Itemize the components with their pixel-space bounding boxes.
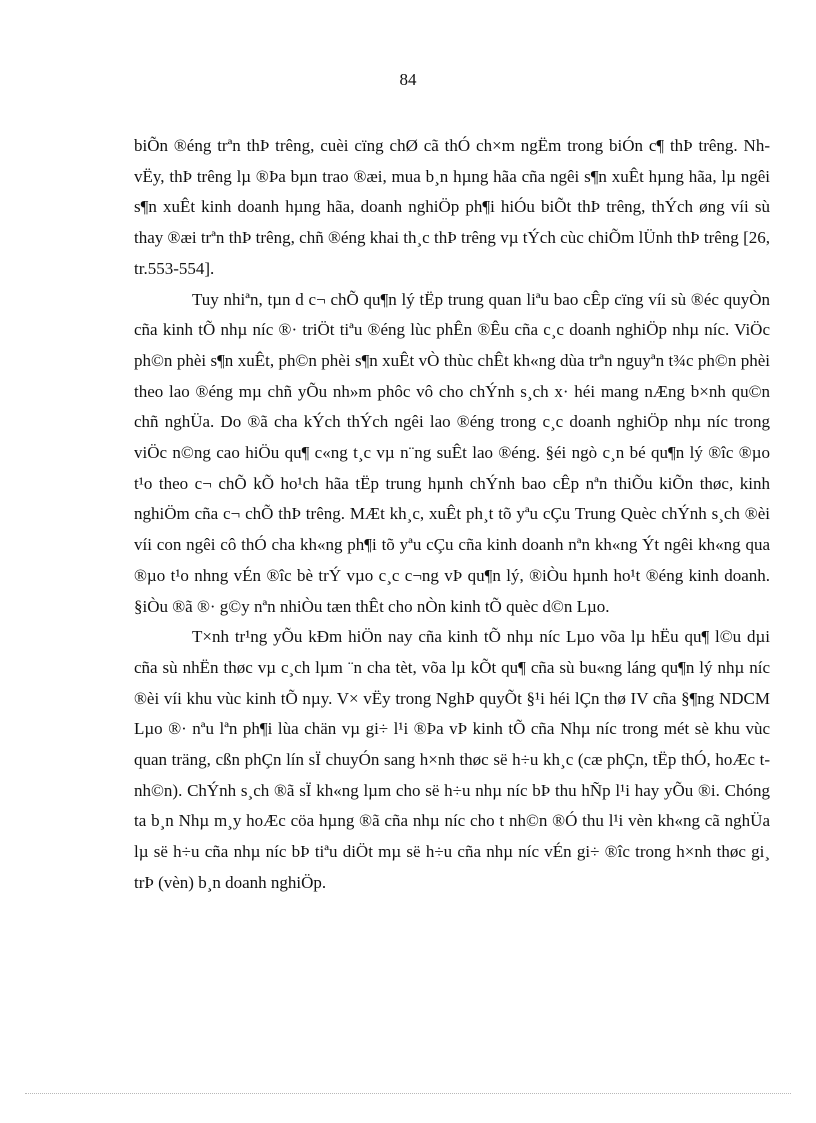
paragraph: biÕn ®éng trªn thÞ trêng, cuèi cïng chØ cã thÓ ch×m ngËm trong biÓn c¶ thÞ trêng. Nh vËy, thÞ trêng lµ ®Þa bµn trao ®æi, mua b¸n hµng hãa cña ngêi s¶n xuÊt hµng hãa, lµ ngêi s¶n xuÊt kinh doanh hµng hãa, doanh nghiÖp ph¶i hiÓu biÕt thÞ trêng, thÝch øng víi sù thay ®æi trªn thÞ trêng, chñ ®éng khai th¸c thÞ trêng vµ tÝch cùc chiÕm lÜnh thÞ trêng [26, tr.553-554].: [134, 136, 770, 278]
page-number: 84: [399, 70, 417, 89]
paragraph: Tuy nhiªn, tµn d c¬ chÕ qu¶n lý tËp trung quan liªu bao cÊp cïng víi sù ®éc quyÒn cña kinh tÕ nhµ níc ®· triÖt tiªu ®éng lùc phÊn ®Êu cña c¸c doanh nghiÖp nhµ níc. ViÖc ph©n phèi s¶n xuÊt, ph©n phèi s¶n xuÊt vÒ thùc chÊt kh«ng dùa trªn nguyªn t¾c ph©n phèi theo lao ®éng mµ chñ yÕu nh»m phôc vô cho chÝnh s¸ch x· héi mang nÆng b×nh qu©n chñ nghÜa. Do ®ã cha kÝch thÝch ngêi lao ®éng trong c¸c doanh nghiÖp nhµ níc trong viÖc n©ng cao hiÖu qu¶ c«ng t¸c vµ n¨ng suÊt lao ®éng. §éi ngò c¸n bé qu¶n lý ®îc ®µo t¹o theo c¬ chÕ kÕ ho¹ch hãa tËp trung hµnh chÝnh bao cÊp nªn thiÕu kiÕn thøc, kinh nghiÖm cña c¬ chÕ thÞ trêng. MÆt kh¸c, xuÊt ph¸t tõ yªu cÇu Trung Quèc chÝnh s¸ch ®èi víi con ngêi cô thÓ cha kh«ng ph¶i tõ yªu cÇu cña kinh doanh nªn kh«ng Ýt ngêi kh«ng qua ®µo t¹o nhng vÉn ®îc bè trÝ vµo c¸c c¬ng vÞ qu¶n lý, ®iÒu hµnh ho¹t ®éng kinh doanh. §iÒu ®ã ®· g©y nªn nhiÒu tæn thÊt cho nÒn kinh tÕ quèc d©n Lµo.: [134, 289, 770, 616]
paragraph: T×nh tr¹ng yÕu kÐm hiÖn nay cña kinh tÕ nhµ níc Lµo võa lµ hËu qu¶ l©u dµi cña sù nhËn thøc vµ c¸ch lµm ¨n cha tèt, võa lµ kÕt qu¶ cña sù bu«ng láng qu¶n lý nhµ níc ®èi víi khu vùc kinh tÕ nµy. V× vËy trong NghÞ quyÕt §¹i héi lÇn thø IV cña §¶ng NDCM Lµo ®· nªu lªn ph¶i lùa chän vµ gi÷ l¹i ®Þa vÞ kinh tÕ cña Nhµ níc trong mét sè khu vùc quan träng, cßn phÇn lín sÏ chuyÓn sang h×nh thøc së h÷u kh¸c (cæ phÇn, tËp thÓ, hoÆc t nh©n). ChÝnh s¸ch ®ã sÏ kh«ng lµm cho së h÷u nhµ níc bÞ thu hÑp l¹i hay yÕu ®i. Chóng ta b¸n Nhµ m¸y hoÆc cöa hµng ®ã cña nhµ níc cho t nh©n ®Ó thu l¹i vèn kh«ng cã nghÜa lµ së h÷u cña nhµ níc bÞ tiªu diÖt mµ së h÷u cña nhµ níc vÉn gi÷ ®îc trong h×nh thøc gi¸ trÞ (vèn) b¸n doanh nghiÖp.: [134, 627, 770, 892]
body-text: [134, 131, 770, 899]
page-bottom-rule: [25, 1093, 791, 1094]
